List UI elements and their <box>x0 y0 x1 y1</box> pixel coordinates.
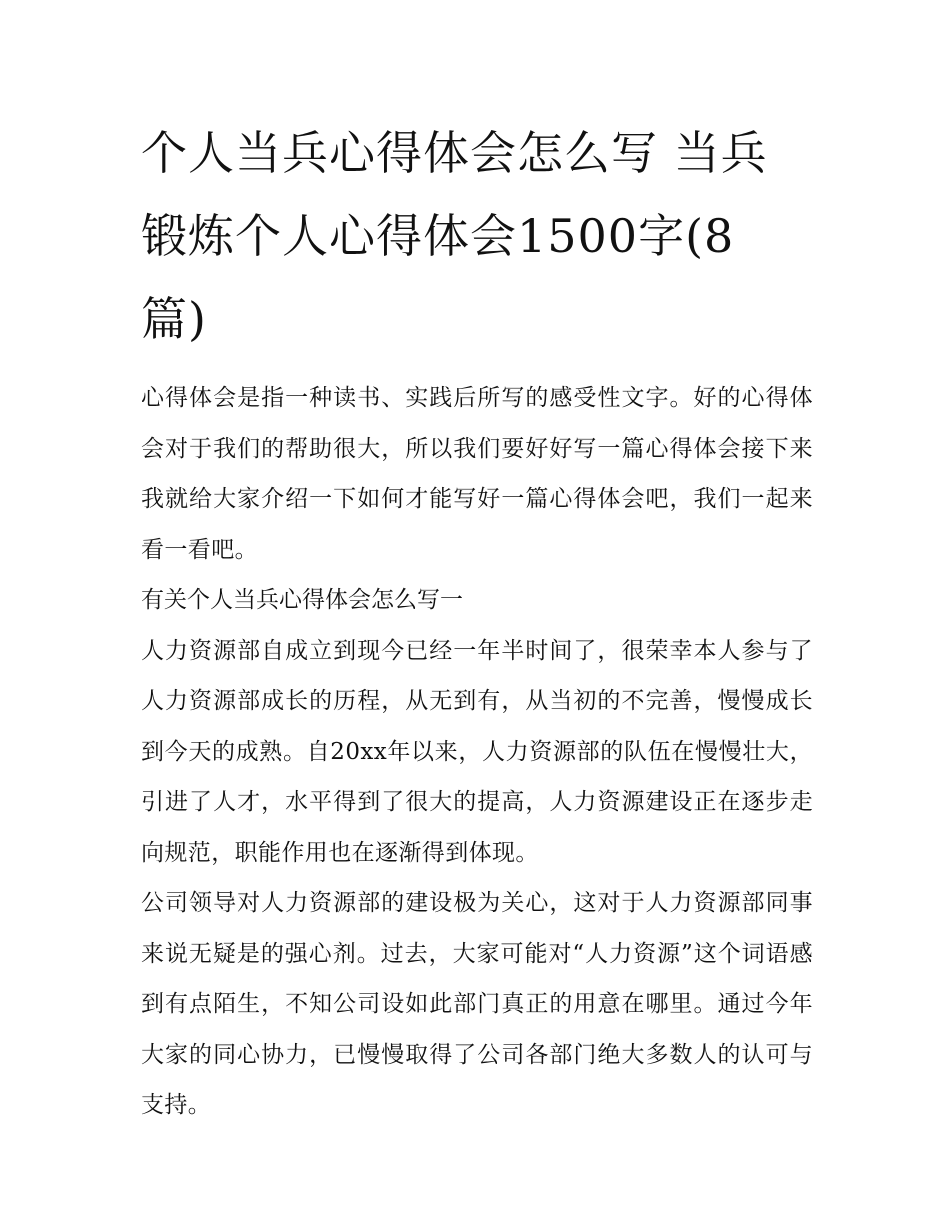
intro-paragraph: 心得体会是指一种读书、实践后所写的感受性文字。好的心得体会对于我们的帮助很大，所以我们要好好写一篇心得体会接下来我就给大家介绍一下如何才能写好一篇心得体会吧，我们一起来看一看吧。 <box>141 385 813 563</box>
document-title <box>141 112 813 361</box>
section-heading: 有关个人当兵心得体会怎么写一 <box>141 587 463 613</box>
title-line-3: 篇) <box>141 292 207 346</box>
document-body <box>141 112 813 1131</box>
body-paragraph-2: 公司领导对人力资源部的建设极为关心，这对于人力资源部同事来说无疑是的强心剂。过去，大家可能对“人力资源”这个词语感到有点陌生，不知公司设如此部门真正的用意在哪里。通过今年大家的同心协力，已慢慢取得了公司各部门绝大多数人的认可与支持。 <box>141 890 813 1118</box>
body-paragraph-1: 人力资源部自成立到现今已经一年半时间了，很荣幸本人参与了人力资源部成长的历程，从无到有，从当初的不完善，慢慢成长到今天的成熟。自20xx年以来，人力资源部的队伍在慢慢壮大，引进了人才，水平得到了很大的提高，人力资源建设正在逐步走向规范，职能作用也在逐渐得到体现。 <box>141 637 813 866</box>
title-line-1: 个人当兵心得体会怎么写 当兵 <box>141 126 768 180</box>
title-line-2: 锻炼个人心得体会1500字(8 <box>141 209 735 263</box>
